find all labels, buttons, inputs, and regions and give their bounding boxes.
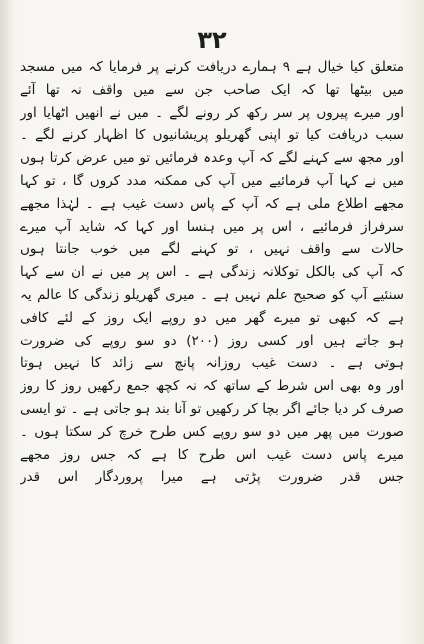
text-line: کہ آپ کی بالکل توکلانہ زندگی ہے ۔ اس پر میں نے ان سے کہا [20,264,404,281]
text-line: ہے کہ کبھی تو میرے گھر میں دو روپے ایک روز کے لئے کافی [20,309,404,326]
text-line: مجھے اطلاع ملی ہے کہ آپ کے پاس دست غیب ہے ۔ لہٰذا مجھے [20,195,404,212]
body-text [20,56,404,489]
text-line: سرفراز فرمائیے ، اس پر میں ہنسا اور کہا کہ شاید آپ میرے [20,218,404,235]
page-spine-shadow [0,0,14,644]
text-line: حالات سے واقف نہیں ، تو کہنے لگے میں خوب جانتا ہوں [20,241,404,258]
text-line: ہوتی ہے ۔ دست غیب روزانہ پانچ سے زائد کا نہیں ہوتا [20,355,404,372]
text-line: اور وہ بھی اس شرط کے ساتھ کہ نہ کچھ جمع رکھیں روز کا روز [20,378,404,395]
text-line: میں بیٹھا تھا کہ ایک صاحب جن سے میں واقف نہ تھا آئے [20,81,404,98]
text-line: اور مجھ سے کہنے لگے کہ آپ وعدہ فرمائیں تو میں عرض کرتا ہوں [20,150,404,167]
text-line: صرف کر دیا جائے اگر بچا کر رکھیں تو آنا بند ہو جاتی ہے ۔ تو ایسی [20,400,404,417]
text-line: جس قدر ضرورت پڑتی ہے میرا پروردگار اس قدر [20,469,404,486]
text-line: صورت میں پھر میں دو سو روپے کس طرح خرچ کر سکتا ہوں ۔ [20,423,404,440]
text-line: متعلق کیا خیال ہے ۹ ہمارے دریافت کرنے پر فرمایا کہ میں مسجد [20,59,404,75]
text-line: سبب دریافت کیا تو اپنی گھریلو پریشانیوں کا اظہار کرنے لگے ۔ [20,127,404,144]
text-line: ہو جاتے ہیں اور کسی روز (۲۰۰) دو سو روپے کی ضرورت [20,332,404,349]
page-number: ۳۲ [197,26,227,54]
text-line: میں نے کہا آپ فرمائیے میں آپ کی ممکنہ مدد کروں گا ، تو کہا [20,172,404,189]
text-line: سنئیے آپ کو صحیح علم نہیں ہے ۔ میری گھریلو زندگی کا عالم یہ [20,286,404,303]
text-line: میرے پاس دست غیب اس طرح کا ہے کہ جس روز مجھے [20,446,404,463]
text-line: اور میرے پیروں پر سر رکھ کر رونے لگے ۔ میں نے انھیں اٹھایا اور [20,104,404,121]
